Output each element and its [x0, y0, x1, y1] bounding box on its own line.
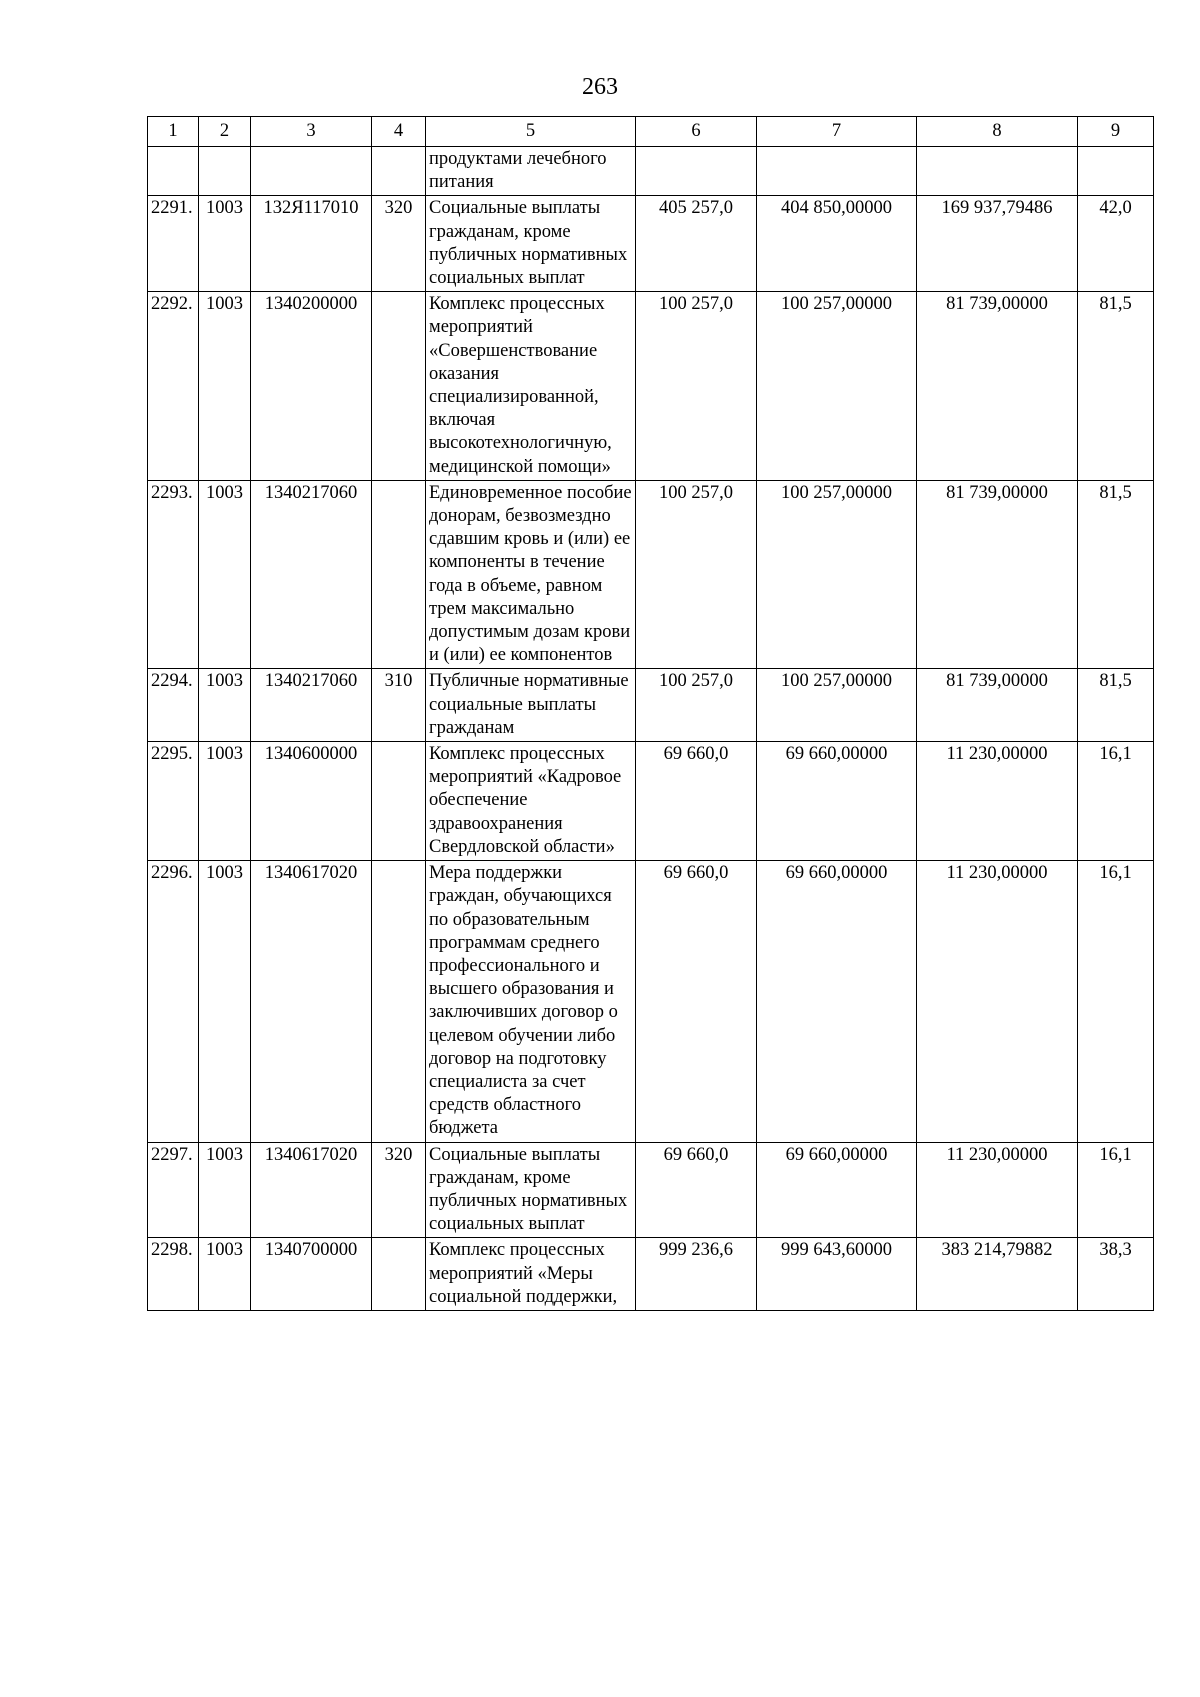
approved-amount-cell: 69 660,0 [636, 861, 757, 1142]
section-cell: 1003 [199, 1142, 251, 1238]
expense-type-cell [372, 742, 426, 861]
updated-amount-cell: 100 257,00000 [757, 669, 917, 742]
row-number-cell: 2293. [148, 480, 199, 669]
table-row [148, 1142, 1154, 1238]
percent-cell: 81,5 [1078, 669, 1154, 742]
percent-cell: 16,1 [1078, 1142, 1154, 1238]
target-code-cell: 1340700000 [251, 1238, 372, 1311]
updated-amount-cell: 69 660,00000 [757, 1142, 917, 1238]
expense-type-cell [372, 1238, 426, 1311]
percent-cell: 42,0 [1078, 196, 1154, 292]
target-code-cell: 1340617020 [251, 861, 372, 1142]
budget-table [147, 116, 1154, 1311]
section-cell [199, 147, 251, 196]
target-code-cell: 132Я117010 [251, 196, 372, 292]
expense-type-cell: 320 [372, 1142, 426, 1238]
continuation-row [148, 147, 1154, 196]
percent-cell: 81,5 [1078, 292, 1154, 481]
section-cell: 1003 [199, 1238, 251, 1311]
item-name-cell: Социальные выплаты гражданам, кроме публичных нормативных социальных выплат [426, 196, 636, 292]
row-number-cell [148, 147, 199, 196]
executed-amount-cell: 81 739,00000 [917, 292, 1078, 481]
executed-amount-cell: 81 739,00000 [917, 669, 1078, 742]
percent-cell: 16,1 [1078, 742, 1154, 861]
executed-amount-cell: 11 230,00000 [917, 1142, 1078, 1238]
row-number-cell: 2296. [148, 861, 199, 1142]
percent-cell [1078, 147, 1154, 196]
column-header: 9 [1078, 117, 1154, 147]
table-row [148, 1238, 1154, 1311]
table-row [148, 480, 1154, 669]
target-code-cell: 1340617020 [251, 1142, 372, 1238]
executed-amount-cell [917, 147, 1078, 196]
percent-cell: 38,3 [1078, 1238, 1154, 1311]
row-number-cell: 2292. [148, 292, 199, 481]
table-row [148, 669, 1154, 742]
column-header: 1 [148, 117, 199, 147]
section-cell: 1003 [199, 480, 251, 669]
item-name-cell: Комплекс процессных мероприятий «Кадровое обеспечение здравоохранения Свердловской области» [426, 742, 636, 861]
expense-type-cell: 320 [372, 196, 426, 292]
approved-amount-cell: 69 660,0 [636, 742, 757, 861]
table-row [148, 742, 1154, 861]
updated-amount-cell: 69 660,00000 [757, 861, 917, 1142]
item-name-cell: Комплекс процессных мероприятий «Совершенствование оказания специализированной, включая высокотехнологичную, медицинской помощи» [426, 292, 636, 481]
updated-amount-cell [757, 147, 917, 196]
item-name-cell: Мера поддержки граждан, обучающихся по образовательным программам среднего профессионального и высшего образования и заключивших договор о целевом обучении либо договор на подготовку специалиста за счет средств областного бюджета [426, 861, 636, 1142]
approved-amount-cell: 100 257,0 [636, 669, 757, 742]
executed-amount-cell: 81 739,00000 [917, 480, 1078, 669]
updated-amount-cell: 404 850,00000 [757, 196, 917, 292]
row-number-cell: 2294. [148, 669, 199, 742]
item-name-cell: продуктами лечебного питания [426, 147, 636, 196]
approved-amount-cell: 100 257,0 [636, 292, 757, 481]
target-code-cell [251, 147, 372, 196]
table-row [148, 196, 1154, 292]
page-number: 263 [582, 74, 618, 100]
section-cell: 1003 [199, 669, 251, 742]
column-header: 7 [757, 117, 917, 147]
section-cell: 1003 [199, 196, 251, 292]
column-header: 4 [372, 117, 426, 147]
target-code-cell: 1340217060 [251, 480, 372, 669]
updated-amount-cell: 69 660,00000 [757, 742, 917, 861]
expense-type-cell [372, 292, 426, 481]
executed-amount-cell: 11 230,00000 [917, 742, 1078, 861]
section-cell: 1003 [199, 861, 251, 1142]
target-code-cell: 1340200000 [251, 292, 372, 481]
item-name-cell: Социальные выплаты гражданам, кроме публичных нормативных социальных выплат [426, 1142, 636, 1238]
target-code-cell: 1340600000 [251, 742, 372, 861]
item-name-cell: Единовременное пособие донорам, безвозмездно сдавшим кровь и (или) ее компоненты в течение года в объеме, равном трем максимально допустимым дозам крови и (или) ее компонентов [426, 480, 636, 669]
row-number-cell: 2291. [148, 196, 199, 292]
executed-amount-cell: 169 937,79486 [917, 196, 1078, 292]
section-cell: 1003 [199, 292, 251, 481]
table-row [148, 861, 1154, 1142]
column-header: 8 [917, 117, 1078, 147]
row-number-cell: 2297. [148, 1142, 199, 1238]
updated-amount-cell: 100 257,00000 [757, 292, 917, 481]
row-number-cell: 2298. [148, 1238, 199, 1311]
approved-amount-cell: 69 660,0 [636, 1142, 757, 1238]
target-code-cell: 1340217060 [251, 669, 372, 742]
column-header: 3 [251, 117, 372, 147]
approved-amount-cell [636, 147, 757, 196]
expense-type-cell [372, 147, 426, 196]
approved-amount-cell: 405 257,0 [636, 196, 757, 292]
item-name-cell: Комплекс процессных мероприятий «Меры социальной поддержки, [426, 1238, 636, 1311]
approved-amount-cell: 100 257,0 [636, 480, 757, 669]
updated-amount-cell: 999 643,60000 [757, 1238, 917, 1311]
row-number-cell: 2295. [148, 742, 199, 861]
expense-type-cell [372, 480, 426, 669]
column-header: 2 [199, 117, 251, 147]
column-header: 6 [636, 117, 757, 147]
section-cell: 1003 [199, 742, 251, 861]
expense-type-cell [372, 861, 426, 1142]
column-header: 5 [426, 117, 636, 147]
expense-type-cell: 310 [372, 669, 426, 742]
executed-amount-cell: 11 230,00000 [917, 861, 1078, 1142]
updated-amount-cell: 100 257,00000 [757, 480, 917, 669]
item-name-cell: Публичные нормативные социальные выплаты гражданам [426, 669, 636, 742]
executed-amount-cell: 383 214,79882 [917, 1238, 1078, 1311]
table-header [148, 117, 1154, 147]
percent-cell: 81,5 [1078, 480, 1154, 669]
percent-cell: 16,1 [1078, 861, 1154, 1142]
approved-amount-cell: 999 236,6 [636, 1238, 757, 1311]
table-row [148, 292, 1154, 481]
header-row [148, 117, 1154, 147]
